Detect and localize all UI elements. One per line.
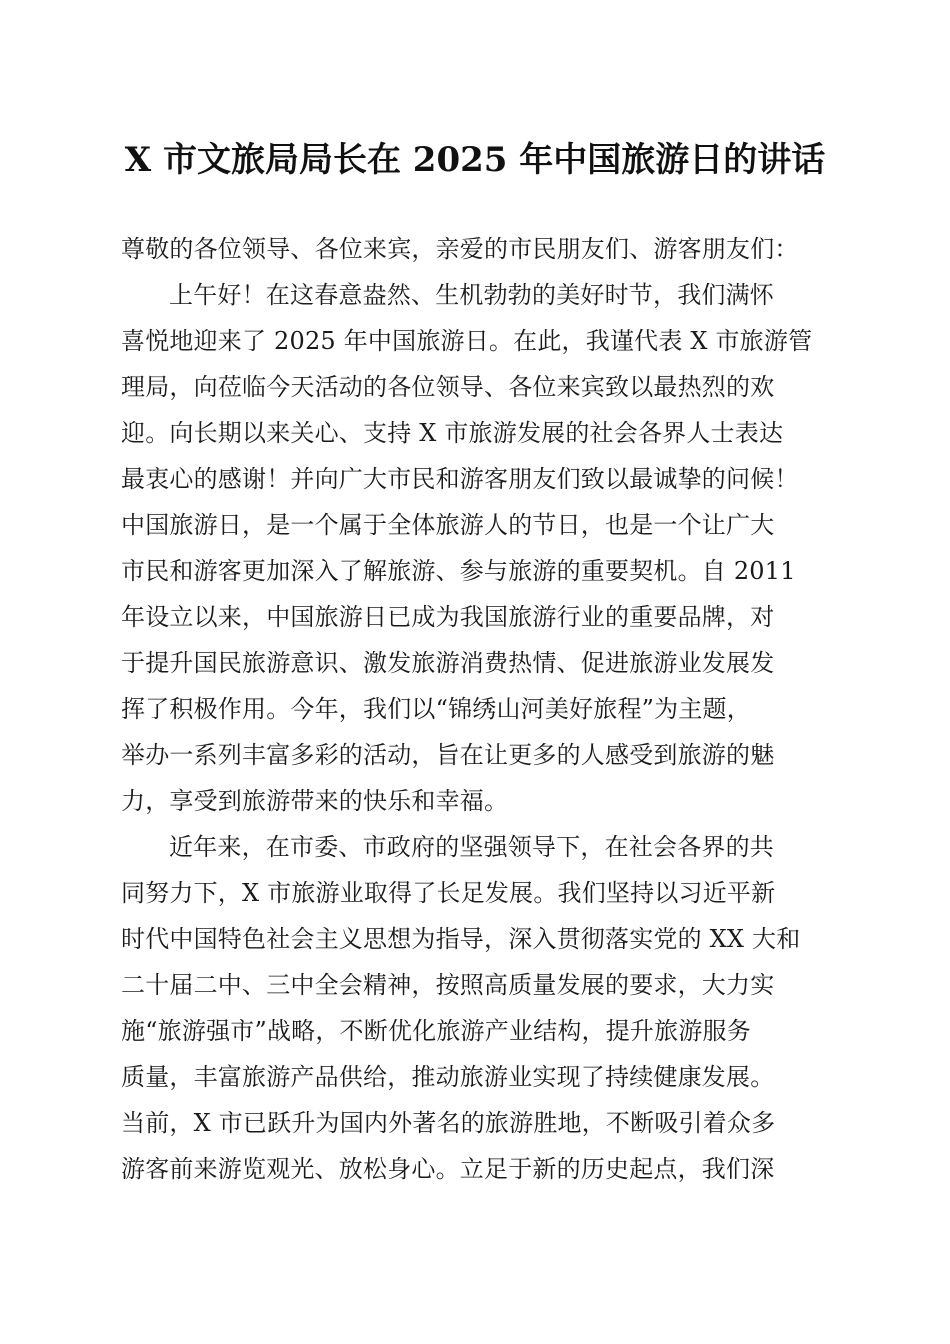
paragraph-line: 二十届二中、三中全会精神，按照高质量发展的要求，大力实: [121, 971, 775, 999]
document-title: X 市文旅局局长在 2025 年中国旅游日的讲话: [124, 140, 826, 180]
paragraph-line: 游客前来游览观光、放松身心。立足于新的历史起点，我们深: [121, 1155, 775, 1183]
paragraph-line: 当前，X 市已跃升为国内外著名的旅游胜地，不断吸引着众多: [121, 1109, 776, 1137]
paragraph-line: 上午好！在这春意盎然、生机勃勃的美好时节，我们满怀: [169, 281, 774, 309]
paragraph-line: 挥了积极作用。今年，我们以“锦绣山河美好旅程”为主题，: [121, 695, 751, 723]
paragraph-line: 理局，向莅临今天活动的各位领导、各位来宾致以最热烈的欢: [121, 373, 775, 401]
paragraph-line: 市民和游客更加深入了解旅游、参与旅游的重要契机。自 2011: [121, 557, 796, 585]
paragraph-line: 喜悦地迎来了 2025 年中国旅游日。在此，我谨代表 X 市旅游管: [121, 327, 813, 355]
paragraph-line: 同努力下，X 市旅游业取得了长足发展。我们坚持以习近平新: [121, 879, 776, 907]
paragraph-2: [121, 824, 833, 1192]
paragraph-1: [121, 272, 833, 824]
paragraph-line: 迎。向长期以来关心、支持 X 市旅游发展的社会各界人士表达: [121, 419, 784, 447]
paragraph-line: 质量，丰富旅游产品供给，推动旅游业实现了持续健康发展。: [121, 1063, 775, 1091]
salutation-line: 尊敬的各位领导、各位来宾，亲爱的市民朋友们、游客朋友们：: [121, 235, 799, 263]
salutation: [121, 226, 833, 272]
paragraph-line: 时代中国特色社会主义思想为指导，深入贯彻落实党的 XX 大和: [121, 925, 801, 953]
paragraph-line: 举办一系列丰富多彩的活动，旨在让更多的人感受到旅游的魅: [121, 741, 775, 769]
paragraph-line: 中国旅游日，是一个属于全体旅游人的节日，也是一个让广大: [121, 511, 775, 539]
paragraph-line: 近年来，在市委、市政府的坚强领导下，在社会各界的共: [169, 833, 774, 861]
paragraph-line: 力，享受到旅游带来的快乐和幸福。: [121, 787, 509, 815]
paragraph-line: 年设立以来，中国旅游日已成为我国旅游行业的重要品牌，对: [121, 603, 775, 631]
document-body: [121, 226, 833, 1192]
paragraph-line: 于提升国民旅游意识、激发旅游消费热情、促进旅游业发展发: [121, 649, 775, 677]
paragraph-line: 最衷心的感谢！并向广大市民和游客朋友们致以最诚挚的问候！: [121, 465, 799, 493]
paragraph-line: 施“旅游强市”战略，不断优化旅游产业结构，提升旅游服务: [121, 1017, 751, 1045]
